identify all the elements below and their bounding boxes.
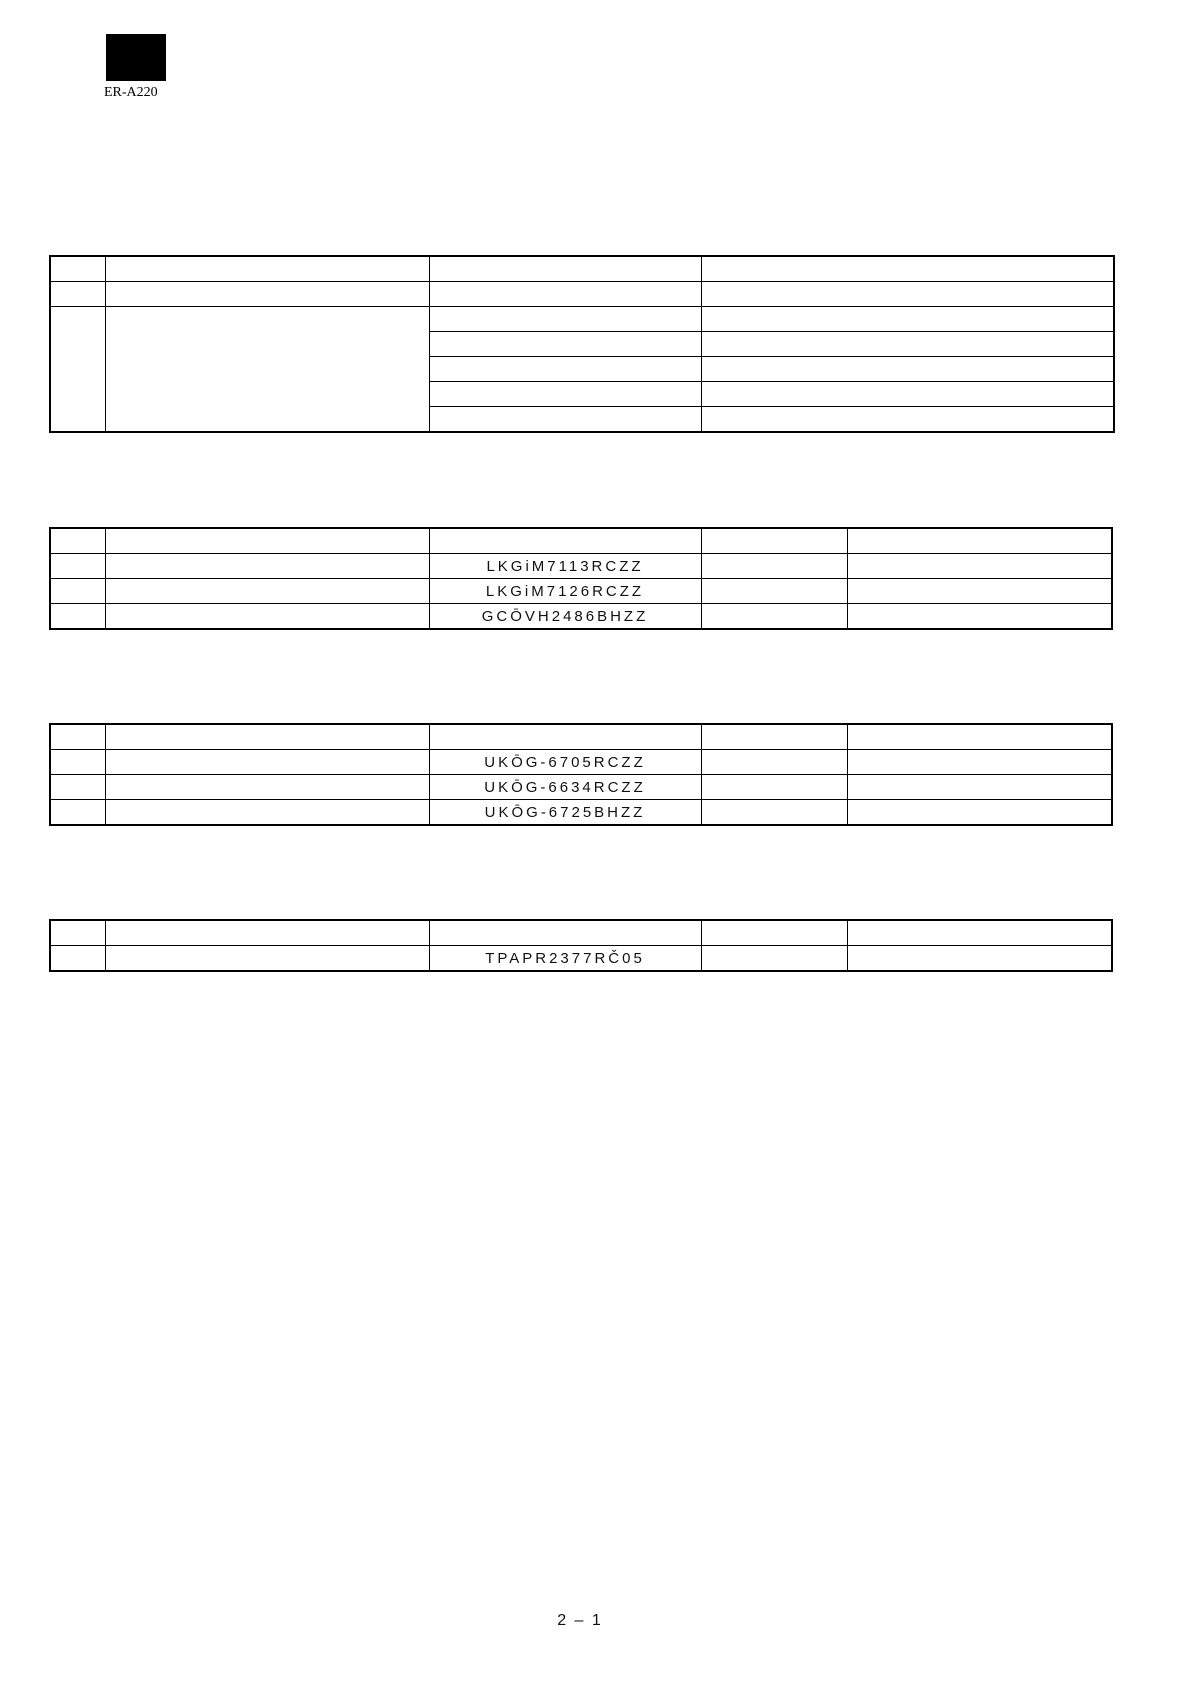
- part-code-cell: LKGiM7126RCZZ: [429, 579, 701, 604]
- model-number: ER-A220: [104, 85, 158, 100]
- brand-logo-block: [106, 34, 166, 81]
- table-row: [50, 307, 1114, 332]
- table-row: [50, 554, 1112, 579]
- table-row: [50, 800, 1112, 826]
- table-header-row: [50, 724, 1112, 750]
- table-row: [50, 579, 1112, 604]
- table-row: [50, 946, 1112, 972]
- table-row: [50, 604, 1112, 630]
- part-code-cell: LKGiM7113RCZZ: [429, 554, 701, 579]
- table-row: [50, 775, 1112, 800]
- table-header-row: [50, 920, 1112, 946]
- part-code-cell: UKŌG-6725BHZZ: [429, 800, 701, 826]
- parts-table-keys: [49, 527, 1113, 630]
- part-code-cell: UKŌG-6705RCZZ: [429, 750, 701, 775]
- table-header-row: [50, 256, 1114, 282]
- part-code-cell: UKŌG-6634RCZZ: [429, 775, 701, 800]
- table-row: [50, 282, 1114, 307]
- table-header-row: [50, 528, 1112, 554]
- table-row: [50, 750, 1112, 775]
- part-code-cell: TPAPR2377RČ05: [429, 946, 701, 972]
- page-number: 2 – 1: [557, 1612, 603, 1629]
- part-code-cell: GCŌVH2486BHZZ: [429, 604, 701, 630]
- parts-table-cables: [49, 723, 1113, 826]
- specification-table: [49, 255, 1115, 433]
- parts-table-paper: [49, 919, 1113, 972]
